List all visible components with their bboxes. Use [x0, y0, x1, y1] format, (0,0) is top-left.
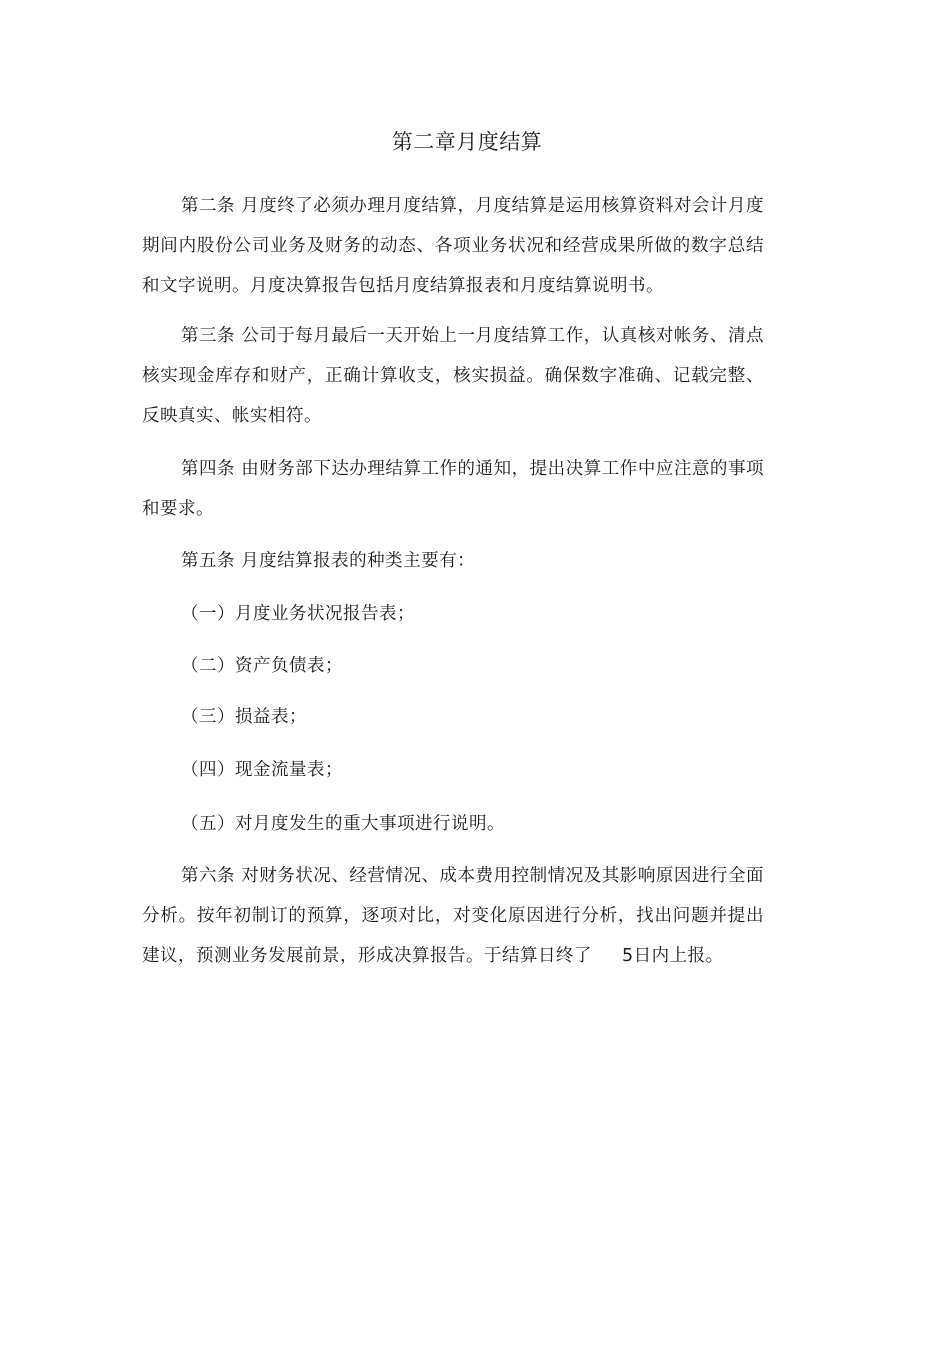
article-6	[142, 856, 764, 976]
article-4	[142, 449, 764, 529]
article-3-text: 公司于每月最后一天开始上一月度结算工作，认真核对帐务、清点核实现金库存和财产，正确计算收支，核实损益。确保数字准确、记载完整、反映真实、帐实相符。	[142, 326, 764, 426]
chapter-title: 第二章月度结算	[391, 130, 543, 154]
article-4-label: 第四条	[181, 459, 236, 479]
article-5-label: 第五条	[181, 551, 235, 571]
article-6-label: 第六条	[181, 866, 236, 886]
article-2-label: 第二条	[181, 196, 236, 216]
report-type-item-3: （三）损益表；	[181, 707, 307, 727]
report-type-item-2: （二）资产负债表；	[181, 656, 343, 676]
article-5-text: 月度结算报表的种类主要有：	[241, 551, 476, 571]
article-5	[142, 541, 764, 581]
article-3	[142, 316, 764, 436]
article-2-text: 月度终了必须办理月度结算，月度结算是运用核算资料对会计月度期间内股份公司业务及财务的动态、各项业务状况和经营成果所做的数字总结和文字说明。月度决算报告包括月度结算报表和月度结算说明书。	[142, 196, 764, 296]
article-6-deadline: 5日内上报。	[622, 946, 724, 966]
article-6-text: 对财务状况、经营情况、成本费用控制情况及其影响原因进行全面分析。按年初制订的预算，逐项对比，对变化原因进行分析，找出问题并提出建议，预测业务发展前景，形成决算报告。于结算日终了	[142, 866, 764, 966]
report-type-item-5: （五）对月度发生的重大事项进行说明。	[181, 814, 505, 834]
article-4-text: 由财务部下达办理结算工作的通知，提出决算工作中应注意的事项和要求。	[142, 459, 764, 519]
report-type-item-1: （一）月度业务状况报告表；	[181, 604, 415, 624]
article-2	[142, 186, 764, 306]
article-3-label: 第三条	[181, 326, 236, 346]
report-type-item-4: （四）现金流量表；	[181, 760, 343, 780]
